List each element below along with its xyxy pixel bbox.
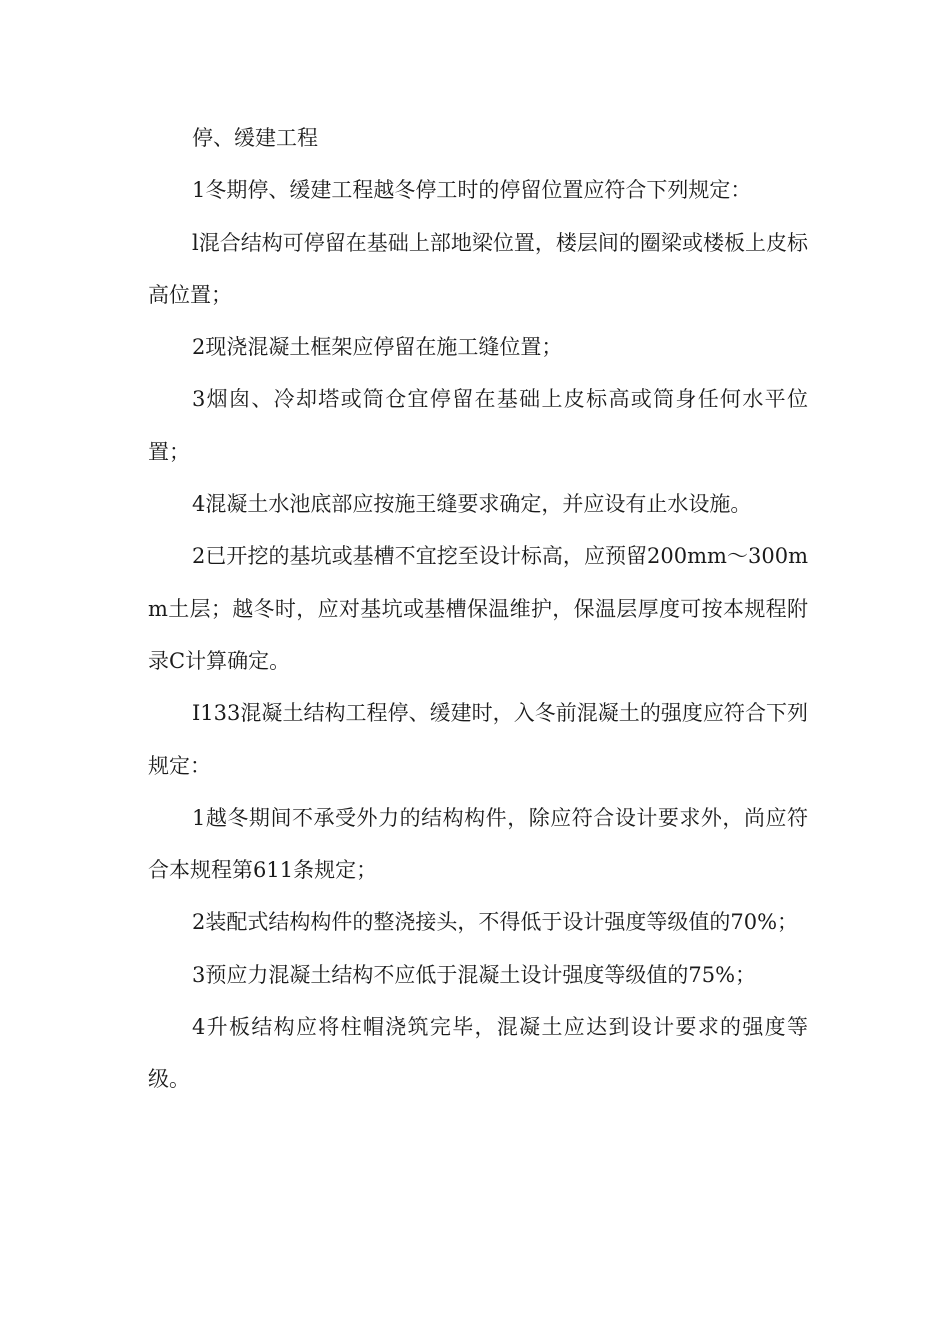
paragraph: 4混凝土水池底部应按施王缝要求确定，并应设有止水设施。 (192, 492, 752, 517)
paragraph: 3预应力混凝土结构不应低于混凝土设计强度等级值的75%； (192, 962, 757, 987)
paragraph: 1冬期停、缓建工程越冬停工时的停留位置应符合下列规定： (192, 178, 752, 203)
section-heading: 停、缓建工程 (192, 126, 318, 150)
paragraph: I133混凝土结构工程停、缓建时，入冬前混凝土的强度应符合下列规定： (148, 701, 808, 778)
paragraph: 3烟囱、冷却塔或筒仓宜停留在基础上皮标高或筒身任何水平位置； (148, 387, 808, 464)
paragraph: 4升板结构应将柱帽浇筑完毕，混凝土应达到设计要求的强度等级。 (148, 1015, 808, 1092)
document-body (148, 112, 808, 1106)
paragraph: 1越冬期间不承受外力的结构构件，除应符合设计要求外，尚应符合本规程第611条规定； (148, 805, 808, 883)
paragraph: 2装配式结构构件的整浇接头，不得低于设计强度等级值的70%； (192, 910, 799, 935)
paragraph: 2现浇混凝土框架应停留在施工缝位置； (192, 335, 563, 360)
paragraph: 2已开挖的基坑或基槽不宜挖至设计标高，应预留200mm～300mm土层；越冬时，应对基坑或基槽保温维护，保温层厚度可按本规程附录C计算确定。 (148, 544, 808, 673)
paragraph: l混合结构可停留在基础上部地梁位置，楼层间的圈梁或楼板上皮标高位置； (148, 230, 808, 307)
